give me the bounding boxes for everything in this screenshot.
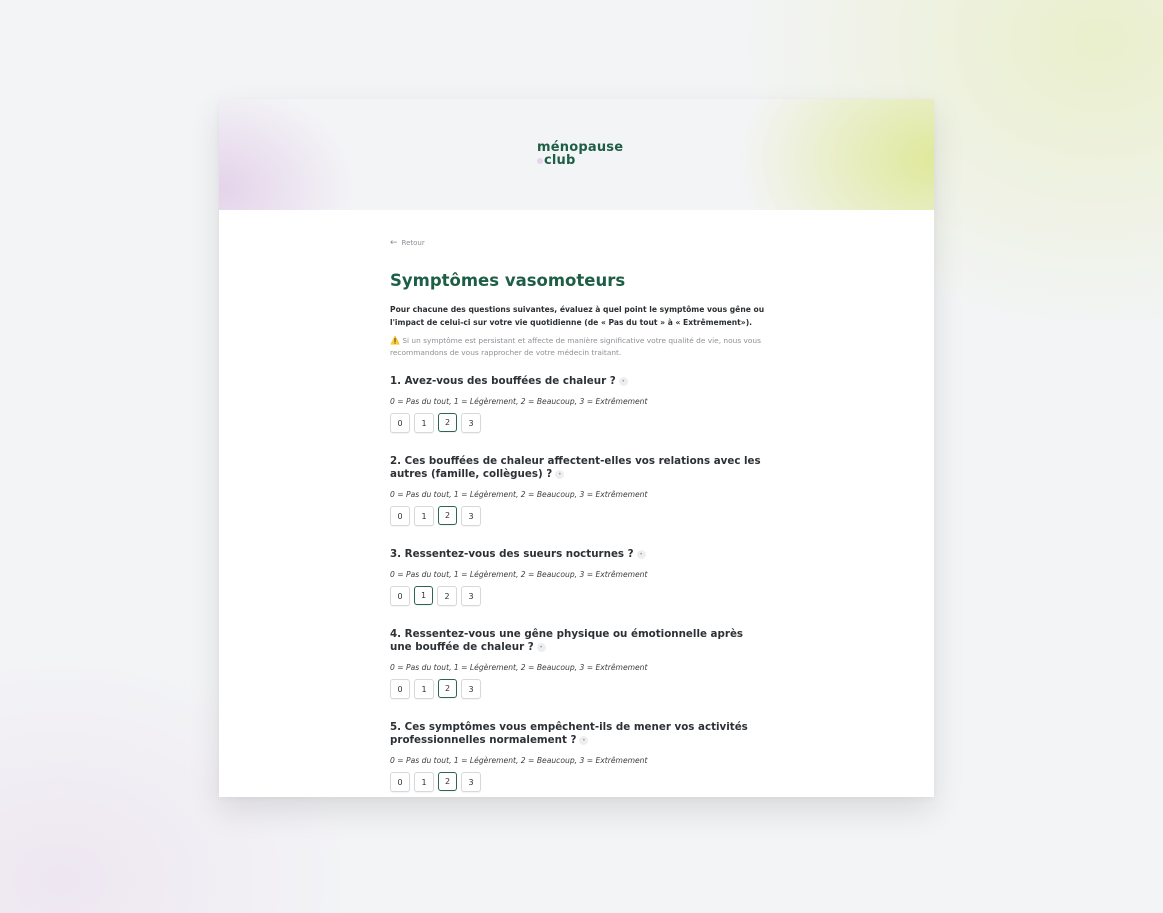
question-label-text: 3. Ressentez-vous des sueurs nocturnes ? bbox=[390, 548, 634, 560]
rating-option-3[interactable]: 3 bbox=[461, 679, 481, 699]
info-icon[interactable]: • bbox=[555, 470, 564, 479]
rating-option-3[interactable]: 3 bbox=[461, 506, 481, 526]
page-title: Symptômes vasomoteurs bbox=[390, 271, 626, 290]
question-label bbox=[390, 375, 765, 388]
rating-option-0[interactable]: 0 bbox=[390, 413, 410, 433]
rating-option-0[interactable]: 0 bbox=[390, 506, 410, 526]
rating-option-3[interactable]: 3 bbox=[461, 586, 481, 606]
question-1 bbox=[390, 375, 765, 388]
intro-text: Pour chacune des questions suivantes, évaluez à quel point le symptôme vous gêne ou l'impact de celui-ci sur votre vie quotidienne (de « Pas du tout » à « Extrêmement»). bbox=[390, 305, 765, 327]
rating-option-1[interactable]: 1 bbox=[414, 413, 434, 433]
rating-option-0[interactable]: 0 bbox=[390, 679, 410, 699]
info-icon[interactable]: • bbox=[579, 736, 588, 745]
question-label-text: 5. Ces symptômes vous empêchent-ils de mener vos activités professionnelles normalement ? bbox=[390, 721, 748, 746]
rating-option-0[interactable]: 0 bbox=[390, 586, 410, 606]
rating-option-0[interactable]: 0 bbox=[390, 772, 410, 792]
scale-legend: 0 = Pas du tout, 1 = Légèrement, 2 = Beaucoup, 3 = Extrêmement bbox=[390, 663, 648, 672]
rating-option-2[interactable]: 2 bbox=[438, 413, 457, 432]
info-icon[interactable]: • bbox=[619, 377, 628, 386]
rating-options bbox=[390, 413, 481, 433]
scale-legend: 0 = Pas du tout, 1 = Légèrement, 2 = Beaucoup, 3 = Extrêmement bbox=[390, 397, 648, 406]
logo-line-2-text: club bbox=[544, 153, 576, 168]
arrow-left-icon: ← bbox=[390, 237, 398, 248]
question-5 bbox=[390, 721, 765, 747]
questionnaire-card bbox=[219, 99, 934, 797]
rating-option-2[interactable]: 2 bbox=[438, 772, 457, 791]
scale-legend: 0 = Pas du tout, 1 = Légèrement, 2 = Beaucoup, 3 = Extrêmement bbox=[390, 756, 648, 765]
scale-legend: 0 = Pas du tout, 1 = Légèrement, 2 = Beaucoup, 3 = Extrêmement bbox=[390, 570, 648, 579]
scale-legend: 0 = Pas du tout, 1 = Légèrement, 2 = Beaucoup, 3 = Extrêmement bbox=[390, 490, 648, 499]
question-3 bbox=[390, 548, 765, 561]
rating-option-2[interactable]: 2 bbox=[438, 679, 457, 698]
rating-option-3[interactable]: 3 bbox=[461, 772, 481, 792]
info-icon[interactable]: • bbox=[637, 550, 646, 559]
rating-options bbox=[390, 586, 481, 606]
rating-option-1[interactable]: 1 bbox=[414, 506, 434, 526]
question-label bbox=[390, 721, 765, 747]
question-label bbox=[390, 628, 765, 654]
rating-option-1[interactable]: 1 bbox=[414, 586, 433, 605]
warning-icon: ⚠️ bbox=[390, 336, 400, 345]
logo-line-1: ménopause bbox=[537, 140, 624, 155]
rating-options bbox=[390, 772, 481, 792]
question-label-text: 1. Avez-vous des bouffées de chaleur ? bbox=[390, 375, 616, 387]
rating-options bbox=[390, 679, 481, 699]
info-icon[interactable]: • bbox=[537, 643, 546, 652]
question-2 bbox=[390, 455, 765, 481]
rating-option-2[interactable]: 2 bbox=[437, 586, 457, 606]
question-label bbox=[390, 548, 765, 561]
menopause-club-logo[interactable] bbox=[537, 140, 624, 168]
rating-option-2[interactable]: 2 bbox=[438, 506, 457, 525]
rating-options bbox=[390, 506, 481, 526]
back-link-label: Retour bbox=[401, 239, 425, 247]
question-label bbox=[390, 455, 765, 481]
warning-notice bbox=[390, 335, 765, 359]
back-link[interactable] bbox=[390, 239, 425, 247]
question-label-text: 4. Ressentez-vous une gêne physique ou émotionnelle après une bouffée de chaleur ? bbox=[390, 628, 744, 653]
warning-text: Si un symptôme est persistant et affecte de manière significative votre qualité de vie, nous vous recommandons de vous rapprocher de votre médecin traitant. bbox=[390, 336, 761, 357]
rating-option-1[interactable]: 1 bbox=[414, 679, 434, 699]
logo-line-2 bbox=[537, 154, 617, 167]
question-4 bbox=[390, 628, 765, 654]
rating-option-3[interactable]: 3 bbox=[461, 413, 481, 433]
question-label-text: 2. Ces bouffées de chaleur affectent-elles vos relations avec les autres (famille, collègues) ? bbox=[390, 455, 761, 480]
logo-dot-icon bbox=[537, 158, 543, 164]
page-header bbox=[219, 99, 934, 210]
rating-option-1[interactable]: 1 bbox=[414, 772, 434, 792]
